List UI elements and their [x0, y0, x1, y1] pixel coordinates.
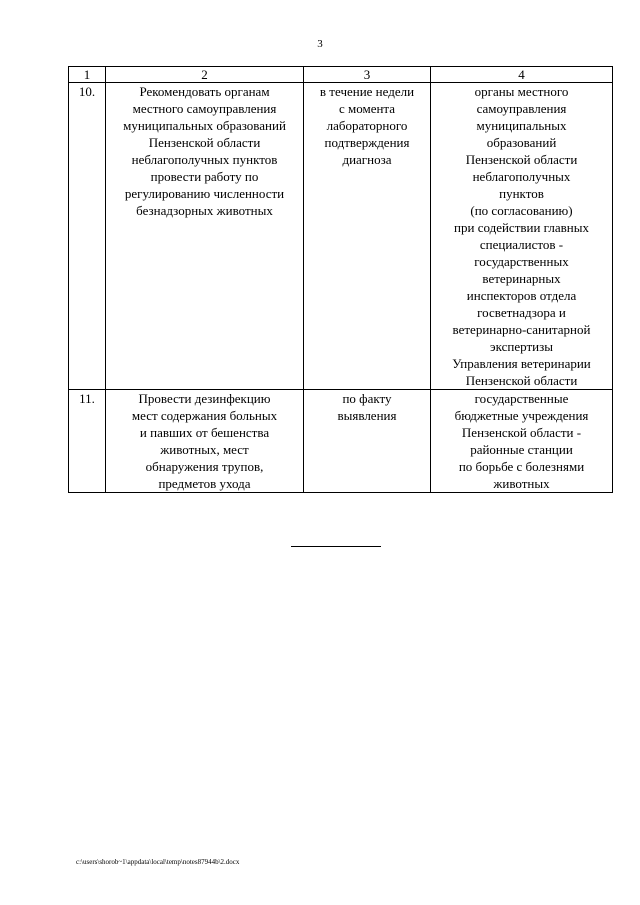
cell-line: Пензенской области - [461, 425, 582, 440]
row-number: 11. [69, 390, 106, 493]
cell-line: образований [486, 135, 557, 150]
cell-line: мест содержания больных [131, 408, 278, 423]
cell-line: Пензенской области [148, 135, 261, 150]
cell-line: государственные [474, 391, 569, 406]
cell-line: по факту [342, 391, 392, 406]
cell-line: органы местного [474, 84, 569, 99]
cell-line: самоуправления [476, 101, 567, 116]
cell-line: ветеринарно-санитарной [452, 322, 591, 337]
cell-line: государственных [474, 254, 569, 269]
cell-line: пунктов [499, 186, 544, 201]
header-cell-col3: 3 [304, 67, 431, 83]
page-number: 3 [317, 38, 323, 50]
table-header-row [69, 67, 613, 83]
responsible-cell [431, 390, 613, 493]
deadline-cell [304, 390, 431, 493]
action-cell [106, 83, 304, 390]
cell-line: провести работу по [150, 169, 259, 184]
cell-line: предметов ухода [158, 476, 251, 491]
cell-line: в течение недели [319, 84, 415, 99]
header-cell-col2: 2 [106, 67, 304, 83]
cell-line: госветнадзора и [477, 305, 566, 320]
measures-table [68, 66, 613, 493]
cell-line: (по согласованию) [470, 203, 573, 218]
cell-line: Провести дезинфекцию [138, 391, 271, 406]
deadline-cell [304, 83, 431, 390]
cell-line: Пензенской области [465, 373, 578, 388]
responsible-cell [431, 83, 613, 390]
cell-line: животных, мест [160, 442, 249, 457]
cell-line: и павших от бешенства [139, 425, 270, 440]
cell-line: обнаружения трупов, [145, 459, 264, 474]
action-cell [106, 390, 304, 493]
table-row [69, 83, 613, 390]
cell-line: диагноза [342, 152, 392, 167]
separator-line [291, 546, 381, 547]
cell-line: муниципальных образований [123, 118, 286, 133]
cell-line: животных [493, 476, 550, 491]
cell-line: с момента [338, 101, 396, 116]
cell-line: выявления [337, 408, 397, 423]
cell-line: регулированию численности [124, 186, 285, 201]
cell-line: Управления ветеринарии [452, 356, 591, 371]
cell-line: местного самоуправления [132, 101, 277, 116]
header-cell-col4: 4 [431, 67, 613, 83]
cell-line: специалистов - [479, 237, 564, 252]
cell-line: подтверждения [324, 135, 410, 150]
row-number: 10. [69, 83, 106, 390]
cell-line: при содействии главных [454, 220, 589, 235]
cell-line: лабораторного [326, 118, 408, 133]
footer-file-path: c:\users\shorob~1\appdata\local\temp\notes87944b\2.docx [76, 858, 240, 866]
cell-line: инспекторов отдела [466, 288, 577, 303]
cell-line: неблагополучных пунктов [131, 152, 278, 167]
cell-line: безнадзорных животных [136, 203, 273, 218]
cell-line: районные станции [470, 442, 573, 457]
table-row [69, 390, 613, 493]
cell-line: неблагополучных [472, 169, 571, 184]
cell-line: Пензенской области [465, 152, 578, 167]
cell-line: Рекомендовать органам [139, 84, 270, 99]
cell-line: экспертизы [490, 339, 553, 354]
cell-line: по борьбе с болезнями [458, 459, 585, 474]
header-cell-col1: 1 [69, 67, 106, 83]
cell-line: ветеринарных [482, 271, 561, 286]
cell-line: муниципальных [476, 118, 567, 133]
cell-line: бюджетные учреждения [454, 408, 589, 423]
